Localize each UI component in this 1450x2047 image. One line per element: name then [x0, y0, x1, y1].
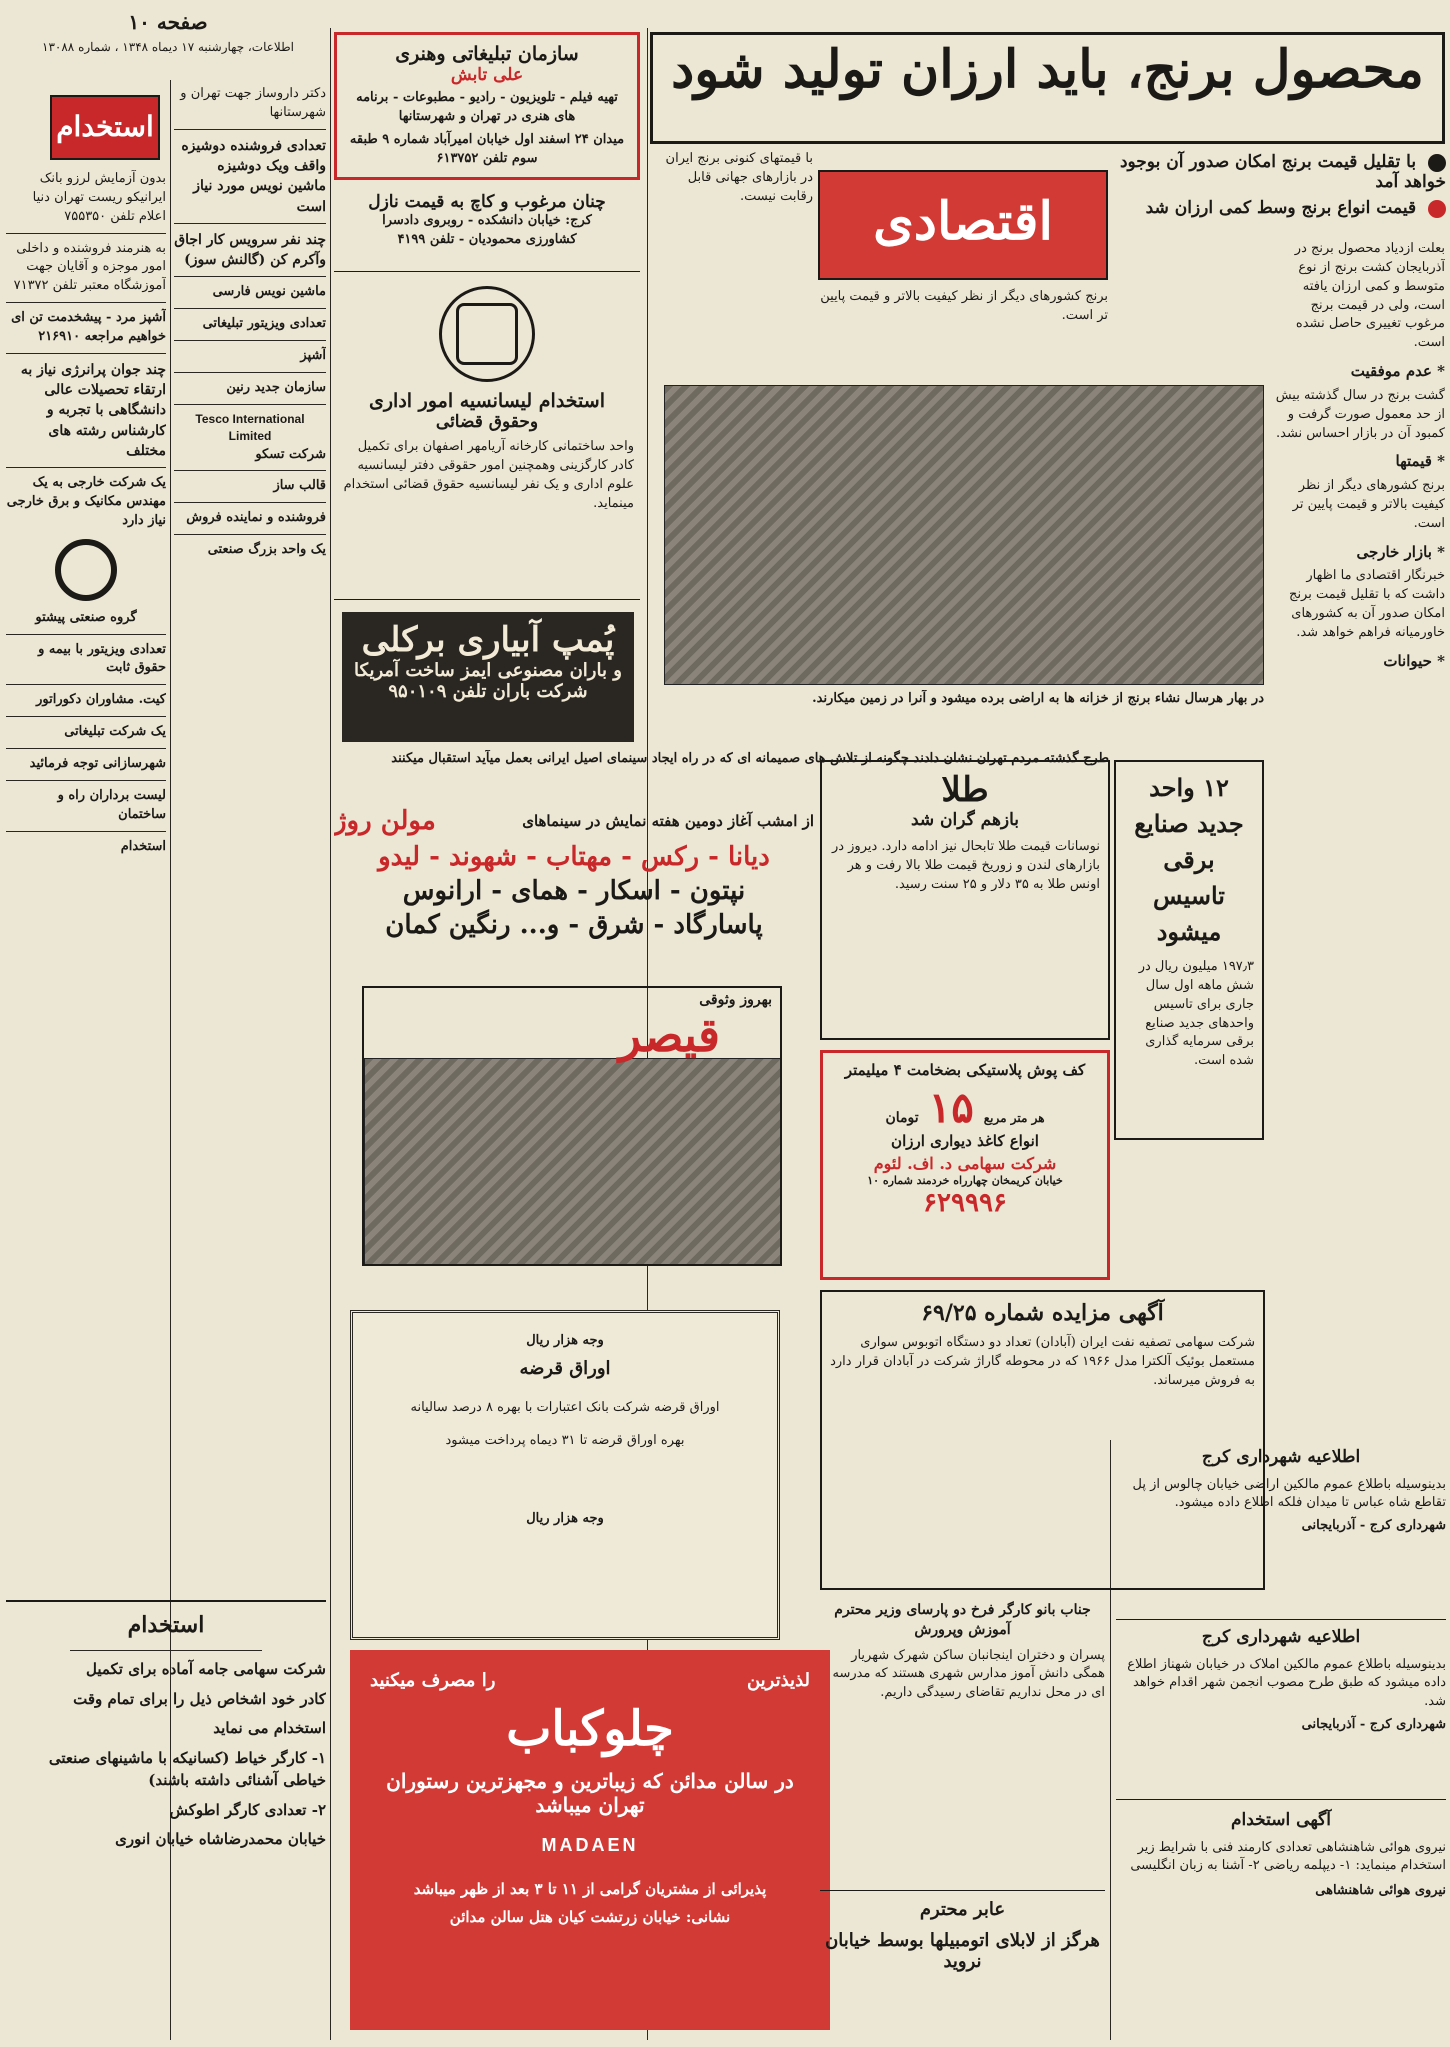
classified-item: گروه صنعتی پیشتو — [35, 609, 137, 625]
qeysar-poster-image — [364, 1058, 782, 1266]
classified-item: یک شرکت خارجی به یک مهندس مکانیک و برق خارجی نیاز دارد — [6, 475, 166, 528]
classified-item: یک واحد بزرگ صنعتی — [207, 542, 326, 558]
left-classifieds — [6, 170, 166, 1590]
page-number: صفحه ۱۰ — [128, 10, 208, 34]
estekhdam-banner: استخدام — [50, 95, 160, 160]
karaj-notice-2: اطلاعیه شهرداری کرج بدینوسیله باطلاع عموم مالکین املاک در خیابان شهناز اطلاع داده میشود که طبق طرح مصوب انجمن شهر اقدام خواهد شد. شهرداری کرج - آذربایجانی — [1116, 1625, 1446, 1800]
classified-item: تعدادی ویزیتور با بیمه و حقوق ثابت — [38, 641, 166, 676]
leftmid-classifieds — [174, 85, 326, 1595]
classified-item: شهرسازانی توجه فرمائید — [29, 755, 166, 771]
classified-item: آشپز مرد - پیشخدمت تن ای خواهیم مراجعه ۲۱۶۹۱۰ — [11, 310, 166, 344]
classified-item: شرکت تسکو — [255, 446, 326, 462]
gold-news: طلا بازهم گران شد نوسانات قیمت طلا تابحال نیز ادامه دارد. دیروز در بازارهای لندن و زوریخ قیمت طلا بالا رفت و هر اونس طلا به ۳۵ دلار و ۲۵ سنت رسید. — [820, 760, 1110, 1040]
classified-item: فروشنده و نماینده فروش — [186, 510, 326, 526]
photo-caption: در بهار هرسال نشاء برنج از خزانه ها به اراضی برده میشود و آنرا در زمین میکارند. — [812, 691, 1264, 706]
headline-box — [650, 32, 1445, 144]
classified-item: تعدادی فروشنده دوشیزه واقف ویک دوشیزه ماشین نویس مورد نیاز است — [181, 137, 326, 215]
industry-news: ۱۲ واحد جدید صنایع برقی تاسیس میشود ۱۹۷٫۳ میلیون ریال در شش ماهه اول سال جاری برای تاسیس واحدهای جدید صنایع برقی سرمایه گذاری شده است. — [1114, 760, 1264, 1140]
ad-pump: پُمپ آبیاری برکلی و باران مصنوعی ایمز ساخت آمریکا شرکت باران تلفن ۹۵۰۱۰۹ — [342, 612, 634, 742]
group-logo-icon — [55, 539, 117, 601]
main-headline: محصول برنج، باید ارزان تولید شود — [671, 39, 1424, 100]
bullet-dot-icon — [1428, 154, 1446, 172]
classified-item: بدون آزمایش لرزو بانک ایرانیکو ریست تهران دنیا اعلام تلفن ۷۵۵۳۵۰ — [32, 171, 166, 224]
pedestrian-notice: عابر محترم هرگز از لابلای اتومبیلها بوسط خیابان نروید — [820, 1890, 1105, 2030]
ad-tablighati: سازمان تبلیغاتی وهنری علی تابش تهیه فیلم - تلویزیون - رادیو - مطبوعات - برنامه های هنری در تهران و شهرستانها میدان ۲۴ اسفند اول خیابان امیرآباد شماره ۹ طبقه سوم تلفن ۶۱۳۷۵۲ — [334, 32, 640, 180]
classified-item: ماشین نویس فارسی — [212, 284, 326, 300]
qeysar-title: قیصر — [618, 1008, 720, 1062]
classified-item: به هنرمند فروشنده و داخلی امور موجزه و آقایان جهت آموزشگاه معتبر تلفن ۷۱۳۷۲ — [13, 240, 166, 294]
factory-emblem-icon — [439, 286, 535, 382]
headline-bullets: با تقلیل قیمت برنج امکان صدور آن بوجود خواهد آمد قیمت انواع برنج وسط کمی ارزان شد — [1119, 152, 1446, 218]
cinema-ad: از امشب آغاز دومین هفته نمایش در سینماهای مولن روژ دیانا - رکس - مهتاب - شهوند - لیدو نپتون - اسکار - همای - ارانوس پاسارگاد - شرق - و... رنگین کمان — [334, 806, 814, 940]
plastic-price: ۱۵ — [928, 1083, 974, 1132]
auction-notice: آگهی مزایده شماره ۶۹/۲۵ شرکت سهامی تصفیه نفت ایران (آبادان) تعداد دو دستگاه اتوبوس سواری مستعمل بوئیک آلکترا مدل ۱۹۶۶ که در محوطه گاراژ شرکت در آبادان قرار دارد به فروش میرساند. — [820, 1290, 1265, 1590]
classified-item: آشپز — [300, 348, 326, 364]
classified-item: دکتر داروساز جهت تهران و شهرستانها — [180, 86, 326, 120]
rice-intro-col1: با قیمتهای کنونی برنج ایران در بازارهای جهانی قابل رقابت نیست. — [665, 151, 813, 204]
classified-item: استخدام — [120, 838, 166, 854]
classified-item: کیت. مشاوران دکوراتور — [36, 692, 166, 708]
cinema-intro: طرح گذشته مردم تهران نشان دادند چگونه از تلاش های صمیمانه ای که در راه ایجاد سینمای اصیل ایرانی بعمل میآید استقبال میکنند — [391, 751, 1109, 766]
classified-item: سازمان جدید رنین — [226, 380, 326, 395]
classified-item: چند جوان پرانرژی نیاز به ارتقاء تحصیلات عالی دانشگاهی با تجربه و کارشناس رشته های مختلف — [20, 361, 166, 459]
classified-item: تعدادی ویزیتور تبلیغاتی — [202, 316, 326, 332]
tesco-english: Tesco International Limited — [195, 411, 305, 444]
bond-certificate-ad: وجه هزار ریال اوراق قرضه اوراق قرضه شرکت بانک اعتبارات با بهره ۸ درصد سالیانه بهره اوراق قرضه تا ۳۱ دیماه پرداخت میشود وجه هزار ریال — [350, 1310, 780, 1640]
qeysar-ad: بهروز وثوقی قیصر — [362, 986, 782, 1266]
karaj-notice-1: اطلاعیه شهرداری کرج بدینوسیله باطلاع عموم مالکین اراضی خیابان چالوس از پل تقاطع شاه عباس تا میدان فلکه اطلاع داده میشود. شهرداری کرج - آذربایجانی — [1116, 1445, 1446, 1620]
education-letter: جناب بانو کارگر فرخ دو پارسای وزیر محترم آموزش وپرورش پسران و دختران اینجانبان ساکن شهرک شهریار همگی دانش آموز مدارس شهری هستند که مدرسه ای در محل نداریم تقاضای رسیدگی داریم. — [832, 1602, 1105, 1701]
bullet-dot-red-icon — [1428, 200, 1446, 218]
plastic-flooring-ad: کف پوش پلاستیکی بضخامت ۴ میلیمتر هر متر مربع ۱۵ تومان انواع کاغذ دیواری ارزان شرکت سهامی د. اف. لئوم خیابان کریمخان چهارراه خردمند شماره ۱۰ ۶۲۹۹۹۶ — [820, 1050, 1110, 1280]
madaen-logo: MADAEN — [541, 1835, 639, 1855]
cinema-film-title: مولن روژ — [334, 806, 436, 836]
rice-body-column: بعلت ازدیاد محصول برنج در آذربایجان کشت برنج از نوع متوسط و کمی ارزان یافته است، ولی در قیمت برنج مرغوب تغییری حاصل نشده است. * عدم موفقیت گشت برنج در سال گذشته بیش از حد معمول صورت گرفت و کمبود آن در بازار احساس نشد. * قیمتها برنج کشورهای دیگر از نظر کیفیت بالاتر و قیمت پایین تر است. * بازار خارجی خبرنگار اقتصادی ما اظهار داشت که با تقلیل قیمت برنج امکان صدور آن به کشورهای خاورمیانه فراهم خواهد شد. * حیوانات — [1275, 241, 1445, 670]
rice-planting-photo — [664, 385, 1264, 685]
page-header — [8, 10, 328, 70]
eqtesadi-logo: اقتصادی — [818, 170, 1108, 280]
classified-item: لیست برداران راه و ساختمان — [57, 787, 166, 822]
issue-line: اطلاعات، چهارشنبه ۱۷ دیماه ۱۳۴۸ ، شماره ۱۳۰۸۸ — [42, 40, 294, 54]
rice-intro-col2: برنج کشورهای دیگر از نظر کیفیت بالاتر و قیمت پایین تر است. — [820, 289, 1108, 323]
left-bottom-hire-ad: استخدام شرکت سهامی جامه آماده برای تکمیل کادر خود اشخاص ذیل را برای تمام وقت استخدام می نماید ۱- کارگر خیاط (کسانیکه با ماشینهای صنعتی خیاطی آشنائی داشته باشند) ۲- تعدادی کارگر اطوکش خیابان محمدرضاشاه خیابان انوری — [6, 1600, 326, 2040]
classified-item: قالب ساز — [273, 478, 326, 494]
classified-item: چند نفر سرویس کار اجاق وآکرم کن (گالنش سوز) — [174, 231, 326, 269]
ad-lisansiye: استخدام لیسانسیه امور اداری وحقوق قضائی واحد ساختمانی کارخانه آریامهر اصفهان برای تکمیل کادر کارگزینی وهمچنین امور حقوقی دفتر لیسانسیه علوم اداری و یک نفر لیسانسیه حقوق قضائی استخدام مینماید. — [334, 282, 640, 600]
classified-item: یک شرکت تبلیغاتی — [64, 724, 166, 740]
airforce-hire-notice: آگهی استخدام نیروی هوائی شاهنشاهی تعدادی کارمند فنی با شرایط زیر استخدام مینماید: ۱- دیپلمه ریاضی ۲- آشنا به زبان انگلیسی نیروی هوائی شاهنشاهی — [1130, 1810, 1446, 1899]
ad-tile: چنان مرغوب و کاچ به قیمت نازل کرج: خیابان دانشکده - روبروی دادسرا کشاورزی محمودیان - تلفن ۴۱۹۹ — [334, 192, 640, 272]
chelokabab-ad: لذیذترین را مصرف میکنید چلوکباب در سالن مدائن که زیباترین و مجهزترین رستوران تهران میباشد MADAEN پذیرائی از مشتریان گرامی از ۱۱ تا ۳ بعد از ظهر میباشد نشانی: خیابان زرتشت کیان هتل سالن مدائن — [350, 1650, 830, 2030]
